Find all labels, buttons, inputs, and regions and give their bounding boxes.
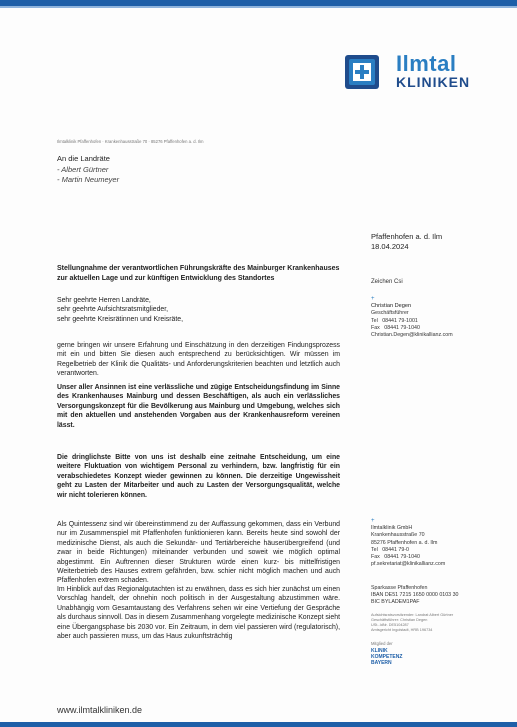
cross-logo-icon [344, 54, 380, 90]
registration-line: Amtsgericht Ingolstadt, HRB 196734 [371, 628, 433, 632]
contact-tel: Tel 08441 79-1001 [371, 317, 418, 324]
recipient-line: - Martin Neumeyer [57, 175, 120, 184]
logo-wordmark-ilmtal: Ilmtal [396, 51, 457, 76]
place: Pfaffenhofen a. d. Ilm [371, 232, 443, 241]
body-paragraph-bold: Die dringlichste Bitte von uns ist deshalb eine zeitnahe Entscheidung, um eine weitere Fluktuation von wichtigem Personal zu verhindern, bzw. langfristig für ein verabschiedetes Konzept wieder gewinnen zu können. Die derzeitige Ungewissheit geht zu Lasten der Mitarbeiter und auch zu Lasten der Versorgungsqualität, welche wir nicht tolerieren können. [57, 454, 340, 499]
registration-line: Aufsichtsratsvorsitzender: Landrat Albert Gürtner [371, 613, 454, 617]
salutation-line: sehr geehrte Kreisrätinnen und Kreisräte, [57, 315, 184, 323]
place-date [371, 232, 442, 252]
sender-return-address: Ilmtalklinik Pfaffenhofen · Krankenhausstraße 70 · 85276 Pfaffenhofen a. d. Ilm [57, 139, 204, 144]
contact-block [371, 296, 511, 339]
bank-iban: IBAN DE51 7215 1650 0000 0103 30 [371, 592, 459, 599]
letter-subject: Stellungnahme der verantwortlichen Führungskräfte des Mainburger Krankenhauses zur aktuellen Lage und zur künftigen Entwicklung des Standortes [57, 265, 340, 282]
logo-wordmark-kliniken: KLINIKEN [396, 74, 471, 90]
body-paragraph-bold: Unser aller Ansinnen ist eine verlässliche und zügige Entscheidungsfindung im Sinne des Krankenhauses Mainburg und dessen Beschäftigen, als auch ein verlässliches Versorgungskonzept für die Bevölkerung aus Mainburg und Umgebung, welches sich mit den aktuellen und anstehenden Vorgaben aus der Krankenhausreform vereinen lässt. [57, 384, 340, 429]
company-name: Ilmtalklinik GmbH [371, 525, 413, 532]
top-accent-bar [0, 6, 517, 8]
contact-fax: Fax 08441 79-1040 [371, 324, 420, 331]
bank-name: Sparkasse Pfaffenhofen [371, 585, 428, 591]
date: 18.04.2024 [371, 242, 409, 251]
company-fax: Fax 08441 79-1040 [371, 554, 420, 561]
body-paragraph: Im Hinblick auf das Regionalgutachten ist zu erwähnen, dass es sich hier zunächst um einen Vorschlag handelt, der ohnehin noch politisch in der Ausgestaltung abzustimmen wäre. Unabhängig vom Gesamtaustang des Verfahrens sehen wir eine Vertiefung der Gespräche als durchaus sinnvoll. Das in diesem Zusammenhang vorgelegte medizinische Konzept sieht eine Übergangsphase bis 2030 vor. Ein Zeitraum, in dem viel passieren wird (regulatorisch), aber auch passieren muss, um das Haus zukunftsträchtig [57, 586, 340, 641]
company-email[interactable]: pf.sekretariat@klinikallianz.com [371, 561, 446, 568]
body-paragraph: Als Quintessenz sind wir übereinstimmend zu der Auffassung gekommen, dass ein Verbund nur im Zusammenspiel mit Pfaffenhofen funktionieren kann. Bereits heute sind sowohl der medizinische Dienst, als auch die Sekundär- und Tertiärbereiche häuserübergreifend (und zwar in beide Richtungen) miteinander verbunden und soweit wie möglich optimal abgestimmt. Ein Auftrennen dieser Strukturen würde einen kurz- bis mittelfristigen Weiterbetrieb des Hauses extrem gefährden, bzw. schier nicht möglich machen und auch Pfaffenhofen extrem schaden. [57, 521, 340, 585]
recipient-line: An die Landräte [57, 154, 110, 163]
registration-line: Geschäftsführer: Christian Degen [371, 618, 428, 622]
body-paragraph: gerne bringen wir unsere Erfahrung und Einschätzung in den derzeitigen Findungsprozess mit ein und bitten Sie diesen auch entsprechend zu berücksichtigen. Wir müssen im Regelbetrieb der Klinik die Qualitäts- und Anforderungskriterien beachten und letztlich auch verantworten. [57, 342, 340, 378]
salutation [57, 296, 340, 324]
contact-email[interactable]: Christian.Degen@klinikallianz.com [371, 332, 453, 339]
company-city: 85276 Pfaffenhofen a. d. Ilm [371, 539, 438, 546]
salutation-line: sehr geehrte Aufsichtsratsmitglieder, [57, 306, 169, 314]
plus-icon: + [371, 518, 375, 524]
kk-logo-line: KLINIK [371, 648, 388, 654]
company-street: Krankenhausstraße 70 [371, 532, 425, 539]
reference-mark: Zeichen Csi [371, 279, 403, 285]
kk-logo-line: KOMPETENZ [371, 654, 403, 660]
klinik-kompetenz-bayern-logo [371, 648, 402, 666]
plus-icon: + [371, 296, 375, 302]
contact-role: Geschäftsführer [371, 310, 409, 317]
salutation-line: Sehr geehrte Herren Landräte, [57, 297, 151, 304]
kk-logo-line: BAYERN [371, 660, 392, 666]
company-block [371, 518, 511, 568]
registration-line: USt.-IdNr. DE5104287 [371, 623, 409, 627]
member-label: Mitglied der [371, 641, 393, 646]
footer-website-link[interactable]: www.ilmtalkliniken.de [57, 705, 143, 715]
bottom-color-bar [0, 722, 517, 727]
ilmtal-logo [344, 51, 509, 94]
registration-block [371, 613, 511, 633]
contact-name: Christian Degen [371, 303, 412, 310]
bank-bic: BIC BYLADEM1PAF [371, 599, 420, 606]
recipient-address [57, 154, 119, 186]
bank-block [371, 585, 511, 607]
company-tel: Tel 08441 79-0 [371, 546, 410, 553]
recipient-line: - Albert Gürtner [57, 164, 109, 174]
